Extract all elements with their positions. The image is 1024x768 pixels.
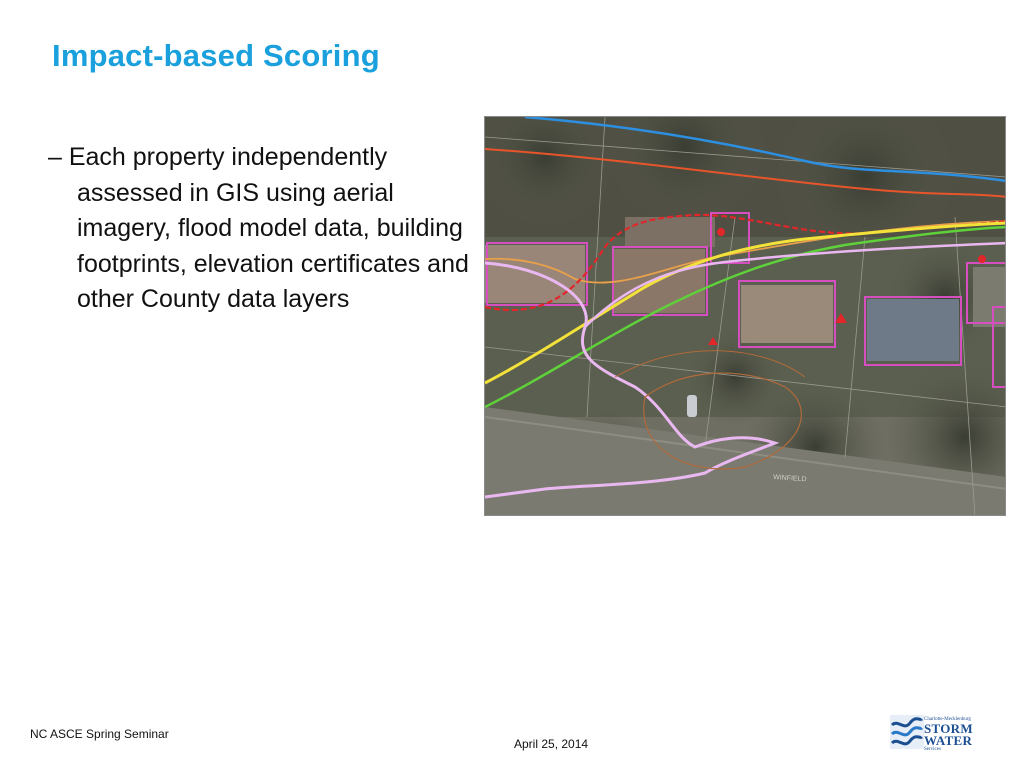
map-canvas (485, 117, 1006, 516)
logo-top-text: Charlotte-Mecklenburg (924, 717, 971, 722)
footer-date: April 25, 2014 (514, 737, 589, 751)
wave-icon (890, 715, 924, 749)
logo-line2: WATER (924, 733, 973, 748)
aerial-gis-map (484, 116, 1006, 516)
footer-event: NC ASCE Spring Seminar (30, 727, 169, 741)
bullet-text: – Each property independently assessed in GIS using aerial imagery, flood model data, building footprints, elevation certificates and other County data layers (48, 143, 469, 313)
logo-bottom-text: Services (924, 747, 941, 752)
logo-line1: STORM (924, 721, 973, 736)
storm-water-logo (890, 715, 980, 753)
slide-title: Impact-based Scoring (52, 38, 380, 73)
car (687, 395, 697, 417)
street-label: WINFIELD (772, 474, 807, 484)
